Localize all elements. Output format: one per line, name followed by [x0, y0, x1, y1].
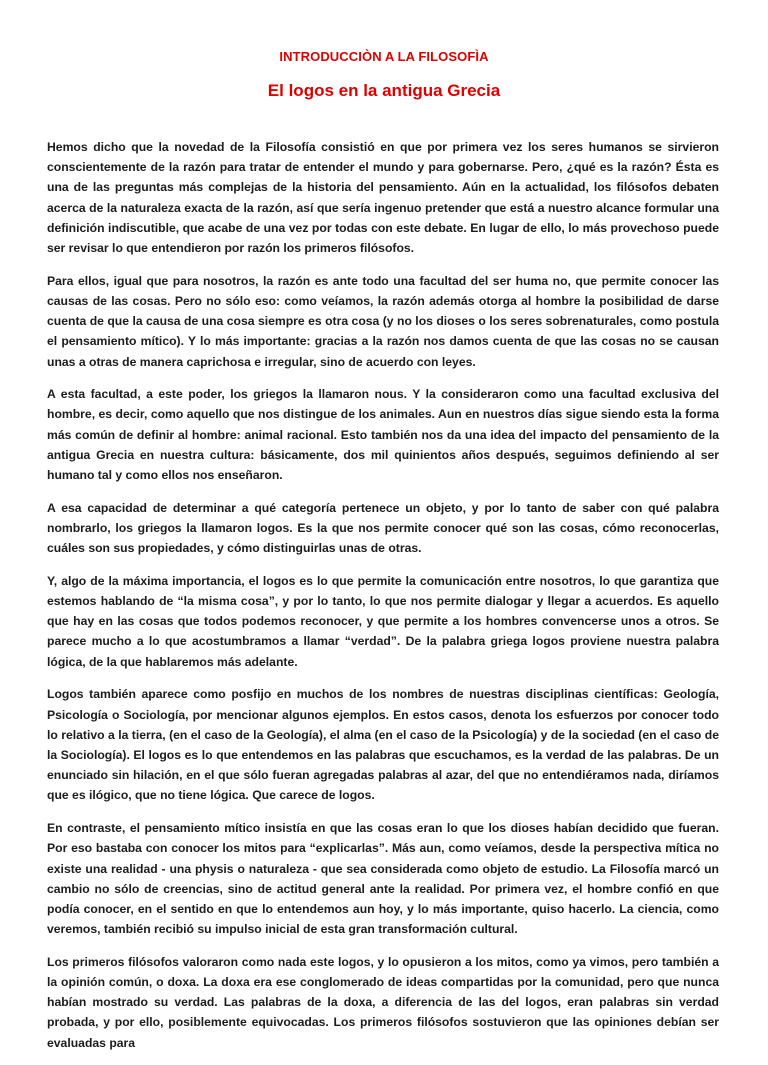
page-title: El logos en la antigua Grecia — [267, 81, 501, 100]
paragraph: En contraste, el pensamiento mítico insistía en que las cosas eran lo que los dioses habían decidido que fueran. Por eso bastaba con conocer los mitos para “explicarlas”. Más aun, como veíamos, desde la perspectiva mítica no existe una realidad - una physis o naturaleza - que sea considerada como objeto de estudio. La Filosofía marcó un cambio no sólo de creencias, sino de actitud general ante la realidad. Por primera vez, el hombre confió en que podía conocer, en el sentido en que lo entendemos aun hoy, y lo más importante, quiso hacerlo. La ciencia, como veremos, también recibió su impulso inicial de esta gran transformación cultural. — [47, 821, 719, 937]
paragraph: Los primeros filósofos valoraron como nada este logos, y lo opusieron a los mitos, como ya vimos, pero también a la opinión común, o doxa. La doxa era ese conglomerado de ideas compartidas por la comunidad, pero que nunca habían mostrado su verdad. Las palabras de la doxa, a diferencia de las del logos, eran palabras sin verdad probada, y por ello, posiblemente equivocadas. Los primeros filósofos sostuvieron que las opiniones debían ser evaluadas para — [47, 954, 719, 1050]
course-heading: INTRODUCCIÒN A LA FILOSOFÌA — [279, 49, 489, 64]
paragraph: A esta facultad, a este poder, los griegos la llamaron nous. Y la consideraron como una facultad exclusiva del hombre, es decir, como aquello que nos distingue de los animales. Aun en nuestros días sigue siendo esta la forma más común de definir al hombre: animal racional. Esto también nos da una idea del impacto del pensamiento de la antigua Grecia en nuestra cultura: básicamente, dos mil quinientos años después, seguimos definiendo al ser humano tal y como ellos nos enseñaron. — [47, 387, 719, 483]
paragraph: Hemos dicho que la novedad de la Filosofía consistió en que por primera vez los seres humanos se sirvieron conscientemente de la razón para tratar de entender el mundo y para gobernarse. Pero, ¿qué es la razón? Ésta es una de las preguntas más complejas de la historia del pensamiento. Aún en la actualidad, los filósofos debaten acerca de la naturaleza exacta de la razón, así que sería ingenuo pretender que está a nuestro alcance formular una definición indiscutible, que acabe de una vez por todas con este debate. En lugar de ello, lo más provechoso puede ser revisar lo que entendieron por razón los primeros filósofos. — [47, 140, 719, 256]
document-body — [47, 137, 719, 1065]
paragraph: Logos también aparece como posfijo en muchos de los nombres de nuestras disciplinas científicas: Geología, Psicología o Sociología, por mencionar algunos ejemplos. En estos casos, denota los esfuerzos por conocer todo lo relativo a la tierra, (en el caso de la Geología), el alma (en el caso de la Psicología) y de la sociedad (en el caso de la Sociología). El logos es lo que entendemos en las palabras que escuchamos, es la verdad de las palabras. De un enunciado sin hilación, en el que sólo fueran agregadas palabras al azar, del que no entendiéramos nada, diríamos que es ilógico, que no tiene lógica. Que carece de logos. — [47, 687, 719, 803]
paragraph: Y, algo de la máxima importancia, el logos es lo que permite la comunicación entre nosotros, lo que garantiza que estemos hablando de “la misma cosa”, y por lo tanto, lo que nos permite dialogar y llegar a acuerdos. Es aquello que hay en las cosas que todos podemos reconocer, y que permite a los hombres convencerse unos a otros. Se parece mucho a lo que acostumbramos a llamar “verdad”. De la palabra griega logos proviene nuestra palabra lógica, de la que hablaremos más adelante. — [47, 573, 719, 669]
paragraph: A esa capacidad de determinar a qué categoría pertenece un objeto, y por lo tanto de saber con qué palabra nombrarlo, los griegos la llamaron logos. Es la que nos permite conocer qué son las cosas, cómo reconocerlas, cuáles son sus propiedades, y cómo distinguirlas unas de otras. — [47, 500, 719, 556]
paragraph: Para ellos, igual que para nosotros, la razón es ante todo una facultad del ser huma no, que permite conocer las causas de las cosas. Pero no sólo eso: como veíamos, la razón además otorga al hombre la posibilidad de darse cuenta de que la causa de una cosa siempre es otra cosa (y no los dioses o los seres sobrenaturales, como postula el pensamiento mítico). Y lo más importante: gracias a la razón nos damos cuenta de que las cosas no se causan unas a otras de manera caprichosa e irregular, sino de acuerdo con leyes. — [47, 273, 719, 369]
